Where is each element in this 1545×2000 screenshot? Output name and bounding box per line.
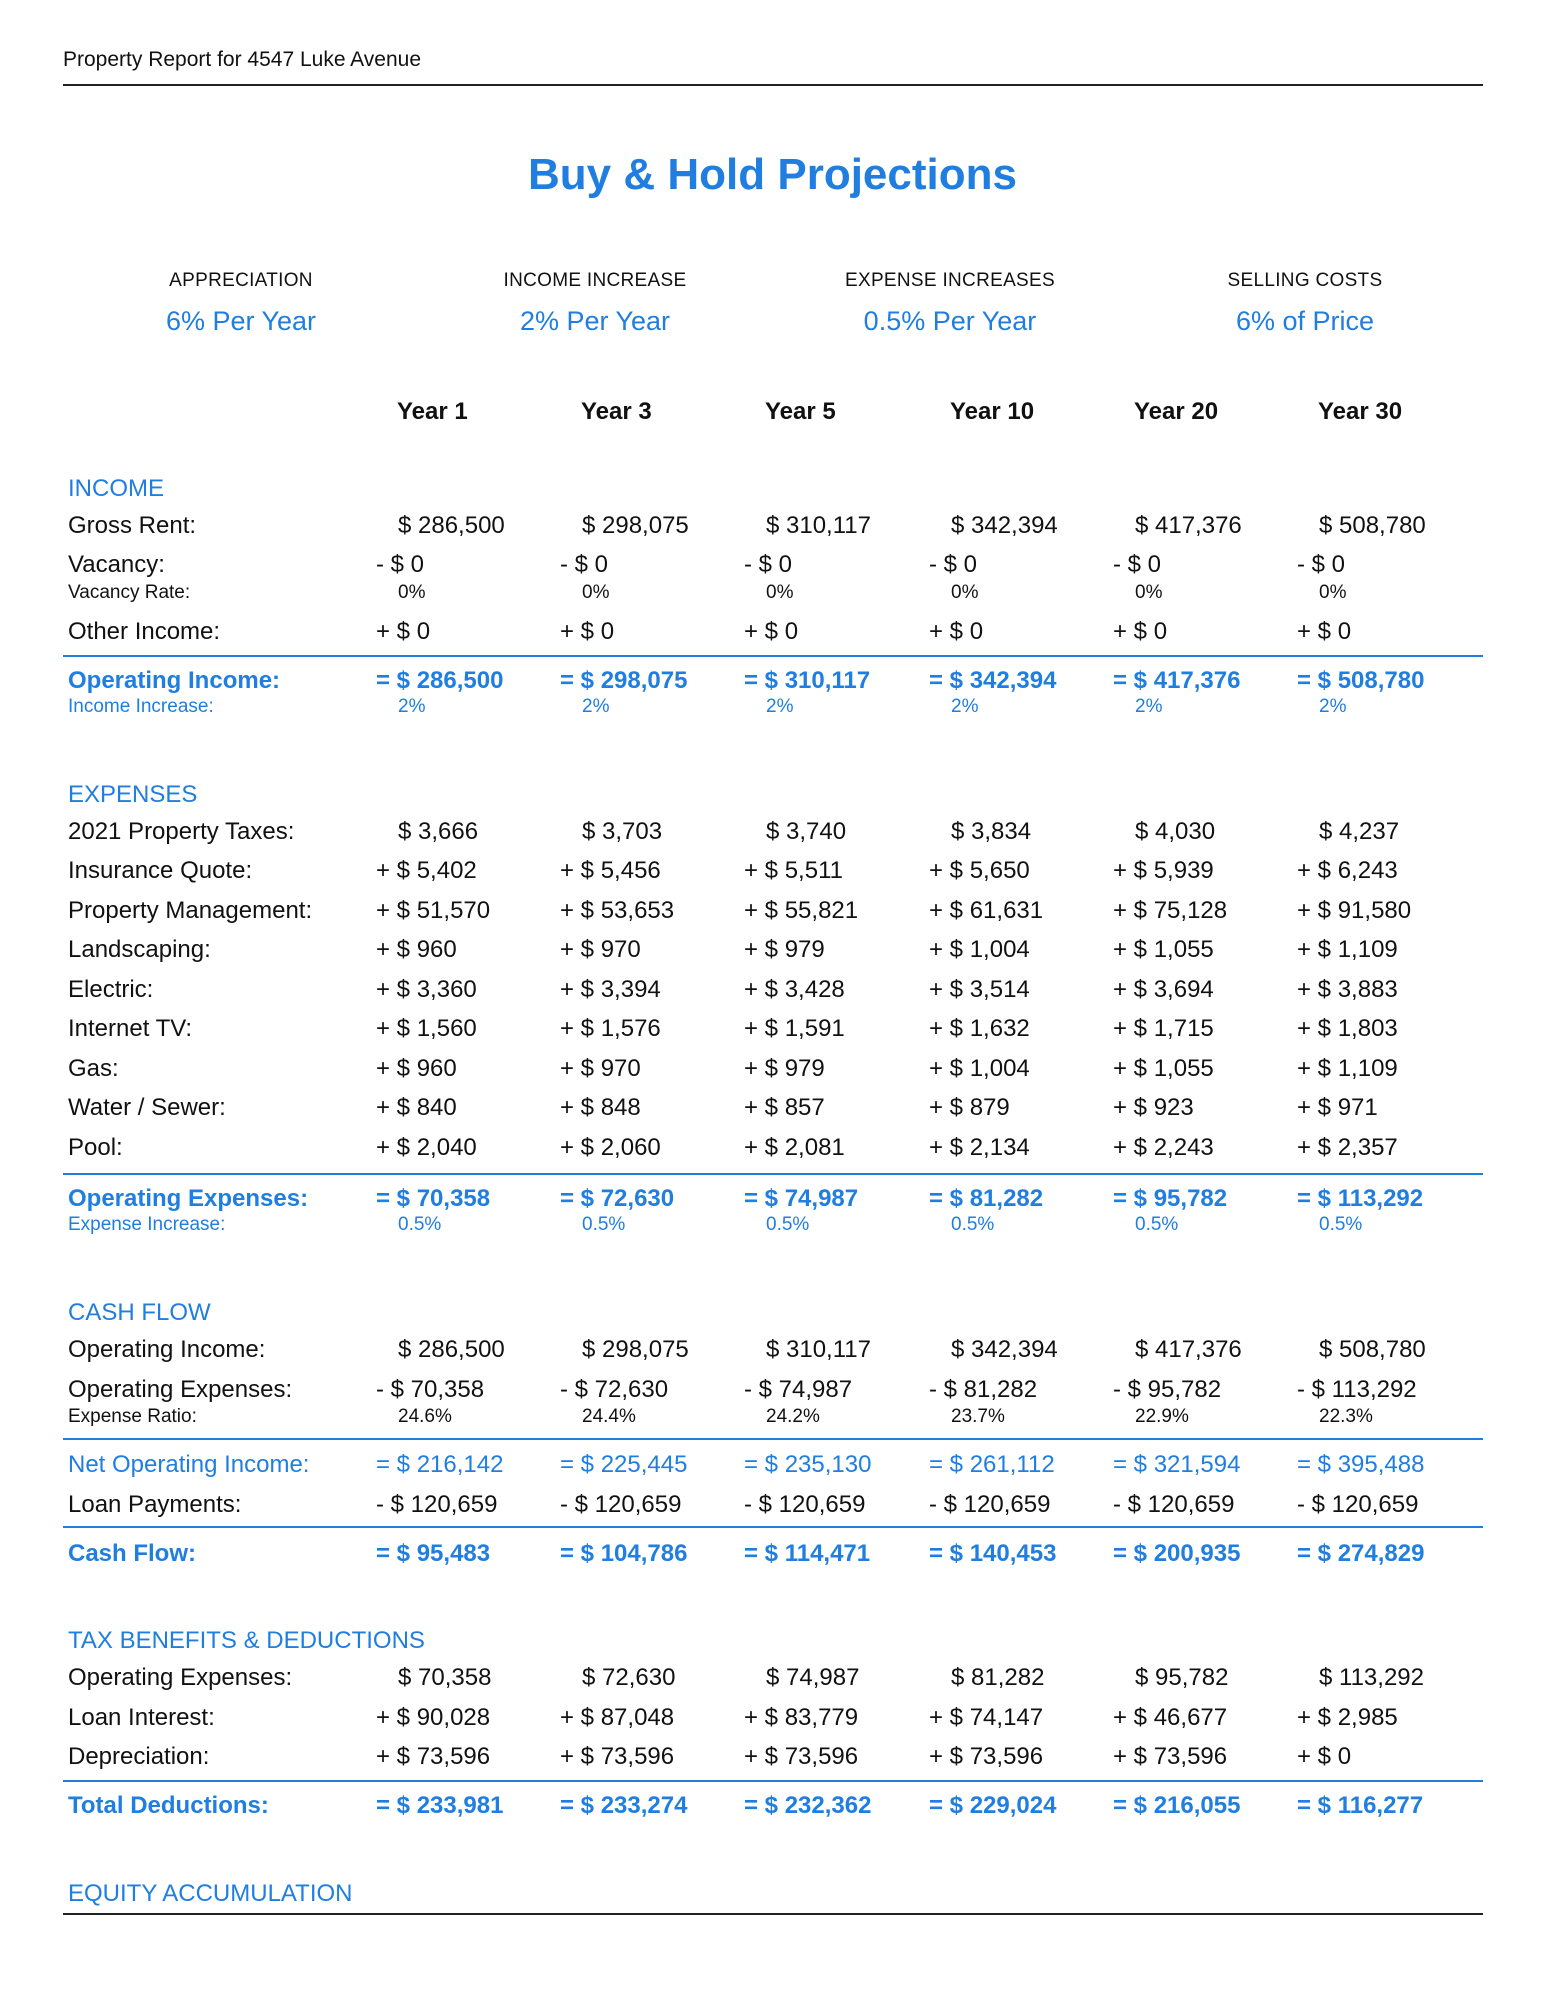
cell-loan-interest: + $ 74,147 <box>929 1704 1044 1731</box>
section-expenses: EXPENSES <box>68 781 198 808</box>
cell-operating-income: = $ 508,780 <box>1297 667 1425 694</box>
cell-internet-tv: + $ 1,715 <box>1113 1015 1214 1042</box>
cell-gross-rent: $ 508,780 <box>1319 512 1426 539</box>
year-header: Year 10 <box>950 398 1035 425</box>
row-label-other-income: Other Income: <box>68 618 221 645</box>
cell-noi: = $ 395,488 <box>1297 1451 1425 1478</box>
assumption-1 <box>420 270 770 337</box>
cell-vacancy-rate: 0% <box>766 582 794 603</box>
cell-loan-interest: + $ 83,779 <box>744 1704 859 1731</box>
assumption-2 <box>775 270 1125 337</box>
cell-loan-interest: + $ 2,985 <box>1297 1704 1398 1731</box>
cell-landscaping: + $ 960 <box>376 936 457 963</box>
cell-landscaping: + $ 970 <box>560 936 641 963</box>
assumption-label: APPRECIATION <box>169 270 313 291</box>
cell-property-mgmt: + $ 53,653 <box>560 897 675 924</box>
cell-landscaping: + $ 1,004 <box>929 936 1030 963</box>
cell-operating-income: = $ 417,376 <box>1113 667 1241 694</box>
cell-water-sewer: + $ 971 <box>1297 1094 1378 1121</box>
cell-water-sewer: + $ 840 <box>376 1094 457 1121</box>
cell-loan-payments: - $ 120,659 <box>1113 1491 1235 1518</box>
cell-tax-operating-expenses: $ 95,782 <box>1135 1664 1229 1691</box>
row-label-water-sewer: Water / Sewer: <box>68 1094 226 1121</box>
cell-expense-ratio: 24.6% <box>398 1406 452 1427</box>
cell-internet-tv: + $ 1,576 <box>560 1015 661 1042</box>
cell-loan-payments: - $ 120,659 <box>376 1491 498 1518</box>
cell-pool: + $ 2,357 <box>1297 1134 1398 1161</box>
year-header: Year 20 <box>1134 398 1219 425</box>
cell-electric: + $ 3,394 <box>560 976 661 1003</box>
cell-depreciation: + $ 73,596 <box>560 1743 675 1770</box>
cell-property-taxes: $ 4,237 <box>1319 818 1400 845</box>
cell-internet-tv: + $ 1,560 <box>376 1015 477 1042</box>
cell-income-increase: 2% <box>766 696 794 717</box>
cell-cf-operating-expenses: - $ 81,282 <box>929 1376 1038 1403</box>
cell-gas: + $ 970 <box>560 1055 641 1082</box>
cell-depreciation: + $ 0 <box>1297 1743 1352 1770</box>
row-label-expense-ratio: Expense Ratio: <box>68 1406 197 1427</box>
cell-total-deductions: = $ 233,274 <box>560 1792 688 1819</box>
cell-insurance: + $ 6,243 <box>1297 857 1398 884</box>
cell-internet-tv: + $ 1,591 <box>744 1015 845 1042</box>
cell-loan-payments: - $ 120,659 <box>1297 1491 1419 1518</box>
cell-pool: + $ 2,081 <box>744 1134 845 1161</box>
cell-property-taxes: $ 3,834 <box>951 818 1032 845</box>
cell-tax-operating-expenses: $ 72,630 <box>582 1664 676 1691</box>
cell-noi: = $ 261,112 <box>929 1451 1055 1478</box>
row-label-property-taxes: 2021 Property Taxes: <box>68 818 295 845</box>
cell-gross-rent: $ 417,376 <box>1135 512 1242 539</box>
cell-vacancy-rate: 0% <box>582 582 610 603</box>
row-label-tax-operating-expenses: Operating Expenses: <box>68 1664 293 1691</box>
row-label-operating-income: Operating Income: <box>68 667 281 694</box>
cell-cash-flow: = $ 140,453 <box>929 1540 1057 1567</box>
cell-cf-operating-income: $ 298,075 <box>582 1336 689 1363</box>
cell-expense-increase: 0.5% <box>766 1214 810 1235</box>
cell-income-increase: 2% <box>398 696 426 717</box>
cell-tax-operating-expenses: $ 70,358 <box>398 1664 492 1691</box>
cell-vacancy-rate: 0% <box>1135 582 1163 603</box>
divider <box>63 1438 1483 1440</box>
row-label-operating-expenses-total: Operating Expenses: <box>68 1185 309 1212</box>
cell-other-income: + $ 0 <box>744 618 799 645</box>
cell-gross-rent: $ 298,075 <box>582 512 689 539</box>
cell-insurance: + $ 5,402 <box>376 857 477 884</box>
cell-expense-increase: 0.5% <box>398 1214 442 1235</box>
cell-expense-increase: 0.5% <box>1135 1214 1179 1235</box>
cell-operating-income: = $ 286,500 <box>376 667 504 694</box>
cell-vacancy: - $ 0 <box>376 551 425 578</box>
cell-noi: = $ 216,142 <box>376 1451 504 1478</box>
cell-depreciation: + $ 73,596 <box>929 1743 1044 1770</box>
cell-vacancy: - $ 0 <box>1113 551 1162 578</box>
cell-cash-flow: = $ 114,471 <box>744 1540 871 1567</box>
cell-loan-interest: + $ 46,677 <box>1113 1704 1228 1731</box>
divider <box>63 1526 1483 1528</box>
cell-expense-ratio: 23.7% <box>951 1406 1005 1427</box>
cell-property-taxes: $ 3,740 <box>766 818 847 845</box>
cell-cf-operating-income: $ 417,376 <box>1135 1336 1242 1363</box>
row-label-depreciation: Depreciation: <box>68 1743 210 1770</box>
cell-loan-payments: - $ 120,659 <box>560 1491 682 1518</box>
cell-expense-ratio: 22.9% <box>1135 1406 1189 1427</box>
assumption-value: 6% Per Year <box>165 306 317 336</box>
cell-noi: = $ 235,130 <box>744 1451 872 1478</box>
cell-total-deductions: = $ 233,981 <box>376 1792 504 1819</box>
cell-electric: + $ 3,428 <box>744 976 845 1003</box>
cell-vacancy-rate: 0% <box>398 582 426 603</box>
cell-electric: + $ 3,514 <box>929 976 1030 1003</box>
cell-expense-ratio: 22.3% <box>1319 1406 1373 1427</box>
row-label-landscaping: Landscaping: <box>68 936 211 963</box>
section-income: INCOME <box>68 475 164 502</box>
cell-total-deductions: = $ 229,024 <box>929 1792 1057 1819</box>
cell-total-deductions: = $ 116,277 <box>1297 1792 1424 1819</box>
row-label-loan-interest: Loan Interest: <box>68 1704 215 1731</box>
cell-electric: + $ 3,694 <box>1113 976 1214 1003</box>
cell-loan-payments: - $ 120,659 <box>744 1491 866 1518</box>
cell-property-mgmt: + $ 75,128 <box>1113 897 1228 924</box>
cell-depreciation: + $ 73,596 <box>744 1743 859 1770</box>
year-header: Year 30 <box>1318 398 1403 425</box>
cell-cf-operating-expenses: - $ 74,987 <box>744 1376 853 1403</box>
row-label-total-deductions: Total Deductions: <box>68 1792 269 1819</box>
cell-gas: + $ 1,109 <box>1297 1055 1398 1082</box>
page-title: Buy & Hold Projections <box>528 150 1017 199</box>
cell-operating-expenses-total: = $ 70,358 <box>376 1185 491 1212</box>
row-label-income-increase: Income Increase: <box>68 696 214 717</box>
cell-expense-increase: 0.5% <box>951 1214 995 1235</box>
cell-vacancy-rate: 0% <box>1319 582 1347 603</box>
cell-internet-tv: + $ 1,803 <box>1297 1015 1398 1042</box>
cell-property-taxes: $ 3,666 <box>398 818 479 845</box>
cell-property-mgmt: + $ 55,821 <box>744 897 859 924</box>
cell-cf-operating-income: $ 508,780 <box>1319 1336 1426 1363</box>
cell-expense-increase: 0.5% <box>582 1214 626 1235</box>
year-header: Year 5 <box>765 398 836 425</box>
header-rule <box>63 84 1483 86</box>
cell-noi: = $ 225,445 <box>560 1451 688 1478</box>
assumption-value: 2% Per Year <box>519 306 671 336</box>
cell-operating-expenses-total: = $ 113,292 <box>1297 1185 1424 1212</box>
cell-loan-interest: + $ 87,048 <box>560 1704 675 1731</box>
cell-loan-interest: + $ 90,028 <box>376 1704 491 1731</box>
cell-internet-tv: + $ 1,632 <box>929 1015 1030 1042</box>
assumption-value: 0.5% Per Year <box>863 306 1037 336</box>
cell-cash-flow: = $ 104,786 <box>560 1540 688 1567</box>
cell-tax-operating-expenses: $ 74,987 <box>766 1664 860 1691</box>
cell-tax-operating-expenses: $ 113,292 <box>1319 1664 1424 1691</box>
cell-pool: + $ 2,134 <box>929 1134 1030 1161</box>
page-header: Property Report for 4547 Luke Avenue <box>63 48 422 71</box>
cell-operating-income: = $ 342,394 <box>929 667 1057 694</box>
assumption-label: INCOME INCREASE <box>503 270 687 291</box>
row-label-internet-tv: Internet TV: <box>68 1015 193 1042</box>
cell-cf-operating-income: $ 310,117 <box>766 1336 871 1363</box>
year-header: Year 1 <box>397 398 468 425</box>
year-header: Year 3 <box>581 398 652 425</box>
divider <box>63 1780 1483 1782</box>
cell-depreciation: + $ 73,596 <box>376 1743 491 1770</box>
row-label-loan-payments: Loan Payments: <box>68 1491 242 1518</box>
row-label-vacancy-rate: Vacancy Rate: <box>68 582 191 603</box>
section-tax: TAX BENEFITS & DEDUCTIONS <box>68 1627 425 1654</box>
cell-cash-flow: = $ 274,829 <box>1297 1540 1425 1567</box>
cell-expense-ratio: 24.4% <box>582 1406 636 1427</box>
cell-property-mgmt: + $ 61,631 <box>929 897 1044 924</box>
cell-cf-operating-expenses: - $ 113,292 <box>1297 1376 1417 1403</box>
cell-total-deductions: = $ 216,055 <box>1113 1792 1241 1819</box>
cell-water-sewer: + $ 848 <box>560 1094 641 1121</box>
cell-electric: + $ 3,883 <box>1297 976 1398 1003</box>
cell-cf-operating-income: $ 286,500 <box>398 1336 505 1363</box>
cell-operating-income: = $ 298,075 <box>560 667 688 694</box>
cell-cf-operating-expenses: - $ 72,630 <box>560 1376 669 1403</box>
cell-landscaping: + $ 1,055 <box>1113 936 1214 963</box>
row-label-cash-flow: Cash Flow: <box>68 1540 197 1567</box>
cell-gas: + $ 1,055 <box>1113 1055 1214 1082</box>
cell-gross-rent: $ 342,394 <box>951 512 1058 539</box>
cell-gas: + $ 960 <box>376 1055 457 1082</box>
cell-operating-expenses-total: = $ 95,782 <box>1113 1185 1228 1212</box>
cell-property-taxes: $ 3,703 <box>582 818 663 845</box>
cell-operating-expenses-total: = $ 81,282 <box>929 1185 1044 1212</box>
cell-vacancy: - $ 0 <box>929 551 978 578</box>
cell-vacancy: - $ 0 <box>560 551 609 578</box>
cell-noi: = $ 321,594 <box>1113 1451 1241 1478</box>
cell-property-mgmt: + $ 51,570 <box>376 897 491 924</box>
cell-vacancy: - $ 0 <box>744 551 793 578</box>
row-label-gas: Gas: <box>68 1055 119 1082</box>
row-label-cf-operating-income: Operating Income: <box>68 1336 266 1363</box>
cell-operating-expenses-total: = $ 74,987 <box>744 1185 859 1212</box>
cell-gross-rent: $ 310,117 <box>766 512 871 539</box>
cell-income-increase: 2% <box>1319 696 1347 717</box>
cell-cf-operating-income: $ 342,394 <box>951 1336 1058 1363</box>
cell-other-income: + $ 0 <box>376 618 431 645</box>
cell-income-increase: 2% <box>582 696 610 717</box>
cell-cf-operating-expenses: - $ 95,782 <box>1113 1376 1222 1403</box>
cell-cash-flow: = $ 95,483 <box>376 1540 491 1567</box>
cell-expense-ratio: 24.2% <box>766 1406 820 1427</box>
cell-property-taxes: $ 4,030 <box>1135 818 1216 845</box>
row-label-property-mgmt: Property Management: <box>68 897 313 924</box>
cell-loan-payments: - $ 120,659 <box>929 1491 1051 1518</box>
row-label-pool: Pool: <box>68 1134 123 1161</box>
assumption-3 <box>1130 270 1480 337</box>
section-cash-flow: CASH FLOW <box>68 1299 211 1326</box>
cell-operating-income: = $ 310,117 <box>744 667 871 694</box>
cell-gross-rent: $ 286,500 <box>398 512 505 539</box>
assumption-value: 6% of Price <box>1235 306 1375 336</box>
row-label-electric: Electric: <box>68 976 154 1003</box>
cell-water-sewer: + $ 857 <box>744 1094 825 1121</box>
cell-landscaping: + $ 979 <box>744 936 825 963</box>
divider <box>63 1173 1483 1175</box>
cell-vacancy: - $ 0 <box>1297 551 1346 578</box>
footer-rule <box>63 1913 1483 1915</box>
cell-gas: + $ 979 <box>744 1055 825 1082</box>
cell-pool: + $ 2,040 <box>376 1134 477 1161</box>
cell-vacancy-rate: 0% <box>951 582 979 603</box>
divider <box>63 655 1483 657</box>
row-label-gross-rent: Gross Rent: <box>68 512 197 539</box>
row-label-insurance: Insurance Quote: <box>68 857 253 884</box>
cell-water-sewer: + $ 923 <box>1113 1094 1194 1121</box>
row-label-vacancy: Vacancy: <box>68 551 165 578</box>
cell-depreciation: + $ 73,596 <box>1113 1743 1228 1770</box>
row-label-cf-operating-expenses: Operating Expenses: <box>68 1376 293 1403</box>
row-label-noi: Net Operating Income: <box>68 1451 310 1478</box>
cell-insurance: + $ 5,456 <box>560 857 661 884</box>
cell-landscaping: + $ 1,109 <box>1297 936 1398 963</box>
cell-insurance: + $ 5,650 <box>929 857 1030 884</box>
cell-other-income: + $ 0 <box>929 618 984 645</box>
cell-expense-increase: 0.5% <box>1319 1214 1363 1235</box>
cell-insurance: + $ 5,511 <box>744 857 843 884</box>
cell-tax-operating-expenses: $ 81,282 <box>951 1664 1045 1691</box>
cell-operating-expenses-total: = $ 72,630 <box>560 1185 675 1212</box>
cell-electric: + $ 3,360 <box>376 976 477 1003</box>
cell-insurance: + $ 5,939 <box>1113 857 1214 884</box>
cell-pool: + $ 2,243 <box>1113 1134 1214 1161</box>
row-label-expense-increase: Expense Increase: <box>68 1214 226 1235</box>
cell-other-income: + $ 0 <box>1297 618 1352 645</box>
assumption-label: SELLING COSTS <box>1227 270 1383 291</box>
assumption-0 <box>66 270 416 337</box>
cell-cf-operating-expenses: - $ 70,358 <box>376 1376 485 1403</box>
cell-income-increase: 2% <box>1135 696 1163 717</box>
cell-pool: + $ 2,060 <box>560 1134 661 1161</box>
cell-income-increase: 2% <box>951 696 979 717</box>
cell-other-income: + $ 0 <box>1113 618 1168 645</box>
cell-other-income: + $ 0 <box>560 618 615 645</box>
cell-property-mgmt: + $ 91,580 <box>1297 897 1412 924</box>
assumption-label: EXPENSE INCREASES <box>845 270 1055 291</box>
cell-total-deductions: = $ 232,362 <box>744 1792 872 1819</box>
section-equity: EQUITY ACCUMULATION <box>68 1880 353 1907</box>
cell-cash-flow: = $ 200,935 <box>1113 1540 1241 1567</box>
cell-gas: + $ 1,004 <box>929 1055 1030 1082</box>
cell-water-sewer: + $ 879 <box>929 1094 1010 1121</box>
